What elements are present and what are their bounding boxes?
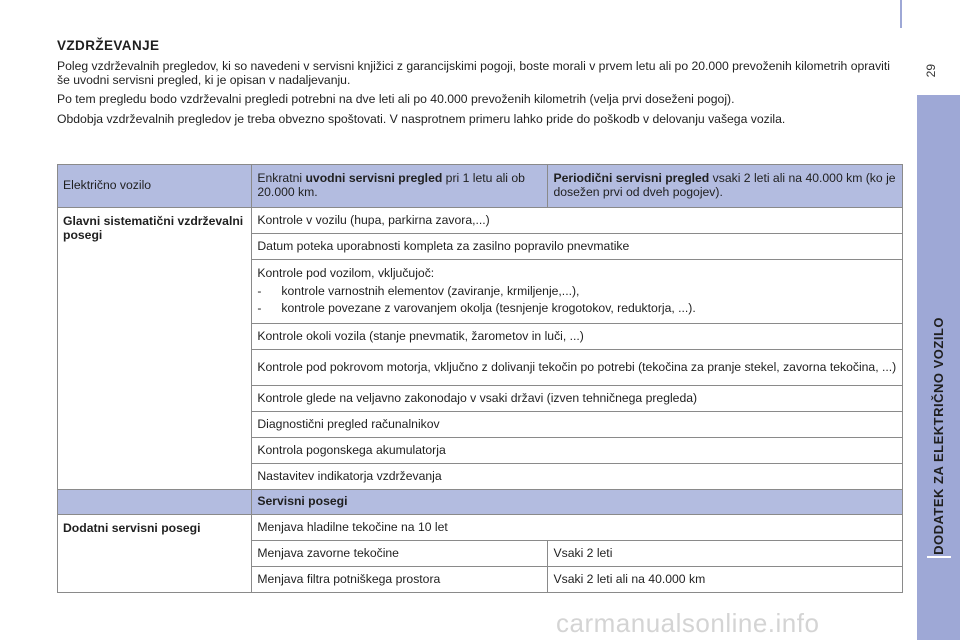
- list-item: [257, 302, 897, 316]
- table-cell: Kontrole glede na veljavno zakonodajo v vsaki državi (izven tehničnega pregleda): [252, 386, 903, 412]
- service-band-row: [58, 490, 903, 515]
- under-vehicle-intro: Kontrole pod vozilom, vključujoč:: [257, 266, 435, 281]
- table-header-row: [58, 165, 903, 208]
- page-heading: VZDRŽEVANJE: [57, 38, 160, 53]
- watermark: carmanualsonline.info: [556, 608, 820, 638]
- header-initial-service-cell: [252, 165, 548, 208]
- intro-paragraph-1: Poleg vzdrževalnih pregledov, ki so navedeni v servisni knjižici z garancijskimi pogoji, boste morali v prvem letu ali po 20.000 prevoženih kilometrih opraviti še uvodni servisni pregled, ki je opisan v nadaljevanju.: [57, 59, 890, 87]
- intro-section: [57, 38, 903, 132]
- interval-cell: Vsaki 2 leti: [548, 541, 903, 567]
- chapter-title-wrap: [917, 95, 960, 555]
- page-number: 29: [924, 64, 938, 78]
- table-cell: Menjava filtra potniškega prostora: [252, 567, 548, 593]
- header-periodic-bold: Periodični servisni pregled: [553, 171, 710, 186]
- top-edge-tick: [900, 0, 902, 28]
- table-cell: Nastavitev indikatorja vzdrževanja: [252, 464, 903, 490]
- table-cell: Kontrole pod pokrovom motorja, vključno z dolivanji tekočin po potrebi (tekočina za pranje stekel, zavorna tekočina, ...): [252, 350, 903, 386]
- header-initial-post: pri 1 letu ali ob 20.000 km.: [257, 171, 525, 199]
- extra-operations-label: Dodatni servisni posegi: [58, 515, 252, 593]
- table-row: [58, 208, 903, 234]
- header-initial-bold: uvodni servisni pregled: [305, 171, 443, 186]
- list-item-text: kontrole varnostnih elementov (zaviranje, krmiljenje,...),: [281, 283, 580, 298]
- header-periodic-post: vsaki 2 leti ali na 40.000 km (ko je dosežen prvi od dveh pogojev).: [553, 171, 896, 199]
- table-cell: Menjava zavorne tekočine: [252, 541, 548, 567]
- under-vehicle-cell: [252, 260, 903, 324]
- table-cell: Datum poteka uporabnosti kompleta za zasilno popravilo pnevmatike: [252, 234, 903, 260]
- header-vehicle-cell: Električno vozilo: [58, 165, 252, 208]
- table-cell: Menjava hladilne tekočine na 10 let: [252, 515, 903, 541]
- sidebar-divider: [927, 556, 951, 558]
- header-periodic-service-cell: [548, 165, 903, 208]
- list-item: [257, 285, 897, 299]
- table-cell: Kontrole v vozilu (hupa, parkirna zavora,...): [252, 208, 903, 234]
- table-cell: Kontrole okoli vozila (stanje pnevmatik, žarometov in luči, ...): [252, 324, 903, 350]
- interval-cell: Vsaki 2 leti ali na 40.000 km: [548, 567, 903, 593]
- dash-marker: -: [257, 283, 262, 298]
- header-initial-pre: Enkratni: [257, 171, 306, 186]
- main-operations-label: Glavni sistematični vzdrževalni posegi: [58, 208, 252, 490]
- table-cell: Kontrola pogonskega akumulatorja: [252, 438, 903, 464]
- service-band-label: Servisni posegi: [252, 490, 903, 515]
- maintenance-table: [57, 164, 903, 593]
- intro-paragraph-3: Obdobja vzdrževalnih pregledov je treba obvezno spoštovati. V nasprotnem primeru lahko pride do poškodb v delovanju vašega vozila.: [57, 111, 786, 126]
- list-item-text: kontrole povezane z varovanjem okolja (tesnjenje krogotokov, reduktorja, ...).: [281, 301, 696, 316]
- intro-paragraph-2: Po tem pregledu bodo vzdrževalni pregledi potrebni na dve leti ali po 40.000 prevoženih kilometrih (velja prvi doseženi pogoj).: [57, 92, 735, 107]
- table-row: [58, 515, 903, 541]
- service-band-empty: [58, 490, 252, 515]
- chapter-title: DODATEK ZA ELEKTRIČNO VOZILO: [931, 317, 946, 555]
- dash-marker: -: [257, 301, 262, 316]
- table-cell: Diagnostični pregled računalnikov: [252, 412, 903, 438]
